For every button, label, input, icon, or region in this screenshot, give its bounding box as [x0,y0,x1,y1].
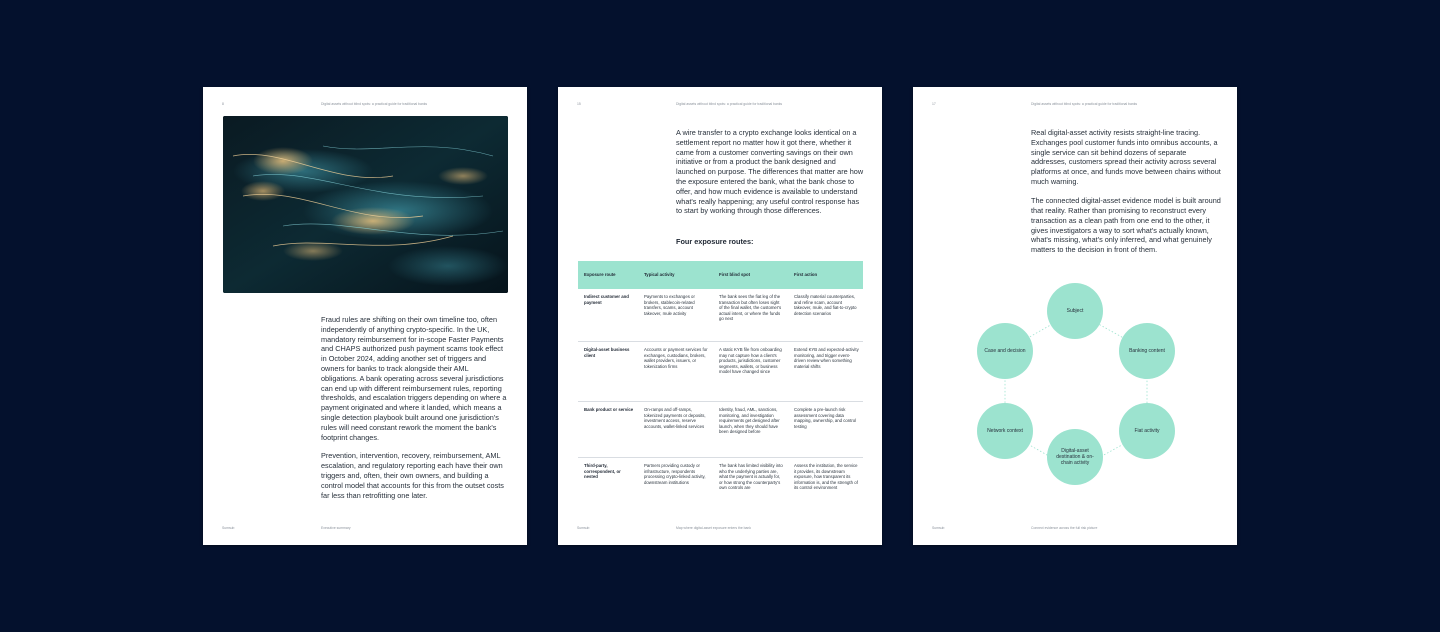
running-head: Digital assets without blind spots: a practical guide for traditional banks [321,102,428,106]
page-number: 17 [932,102,936,106]
node-label: Fiat activity [1134,427,1160,434]
diagram-node [1119,323,1175,379]
table-cell: A static KYB file from onboarding may not capture how a client's products, jurisdictions, customer segments, wallets, or business model have changed since [713,342,788,402]
footer-section: Executive summary [321,526,351,530]
node-label: Digital-asset destination & on-chain activity [1056,447,1094,467]
intro-paragraph: A wire transfer to a crypto exchange looks identical on a settlement report no matter how it got there, whether it came from a customer converting savings on their own initiative or from a product the bank designed and launched on purpose. The differences that matter are how the exposure entered the bank, what the bank chose to offer, and how much evidence is available to understand what's really happening; any useful control response has to start by working through those differences. [676,128,864,216]
page-number: 15 [577,102,581,106]
footer-brand: Sumsub [932,526,945,530]
table-cell: Assess the institution, the service it provides, its downstream exposure, how transparent its information is, and the strength of its control environment [794,463,858,491]
document-page-executive-summary [203,87,527,545]
node-label: Case and decision [984,347,1026,354]
node-label: Network context [987,427,1023,434]
diagram-node [1047,429,1103,485]
paragraph: Fraud rules are shifting on their own timeline too, often independently of anything crypto-specific. In the UK, mandatory reimbursement for in-scope Faster Payments and CHAPS authorized push payment scams took effect in October 2024, adding another set of triggers and owners for banks to track alongside their AML obligations. A bank operating across several jurisdictions can end up with different reimbursement rules, reporting thresholds, and escalation triggers depending on where a payment originated and where it landed, which means a single detection playbook built around one jurisdiction's rules will need constant rework the moment the bank's footprint changes. [321,315,507,442]
table-cell: Indirect customer and payment [578,289,638,342]
column-header: First blind spot [713,261,788,289]
exposure-routes-table [578,261,863,515]
table-cell: The bank sees the fiat leg of the transaction but often loses sight of the final wallet, the customer's actual intent, or where the funds go next [713,289,788,342]
paragraph: Real digital-asset activity resists straight-line tracing. Exchanges pool customer funds into omnibus accounts, a single service can sit behind dozens of separate addresses, customers spread their activity across several platforms at once, and funds move between chains without much warning. [1031,128,1221,186]
running-head: Digital assets without blind spots: a practical guide for traditional banks [1031,102,1138,106]
paragraph: The connected digital-asset evidence model is built around that reality. Rather than promising to reconstruct every transaction as a clean path from one end to the other, it gives investigators a way to sort what's actually known, what's missing, what's only inferred, and what genuinely matters to the decision in front of them. [1031,196,1221,255]
node-label: Banking content [1129,347,1165,354]
diagram-node [1119,403,1175,459]
table-cell: Bank product or service [578,402,638,458]
table-row [578,402,863,458]
table-cell: Identity, fraud, AML, sanctions, monitoring, and investigation requirements get designed after launch, when they should have been designed before [713,402,788,458]
footer-brand: Sumsub [577,526,590,530]
table-cell: Digital-asset business client [578,342,638,402]
running-head: Digital assets without blind spots: a practical guide for traditional banks [676,102,783,106]
diagram-node [1047,283,1103,339]
footer-brand: Sumsub [222,526,235,530]
table-cell: Partners providing custody or infrastructure, respondents processing crypto-linked activity, downstream institutions [644,463,706,485]
paragraph: Prevention, intervention, recovery, reimbursement, AML escalation, and regulatory reporting each have their own triggers and, often, their own owners, and building a control model that accounts for this from the outset costs far less than retrofitting one later. [321,451,504,500]
table-cell: Extend KYB and expected-activity monitoring, and trigger event-driven review when something material shifts [788,342,863,402]
table-row [578,458,863,516]
table-cell: The bank has limited visibility into who the underlying parties are, what the payment is actually for, or how strong the counterparty's own controls are [719,463,783,491]
document-page-evidence-model [913,87,1237,545]
table-cell: Complete a pre-launch risk assessment covering data mapping, ownership, and control testing [788,402,863,458]
table-cell: Payments to exchanges or brokers, stablecoin-related transfers, scams, account takeover, mule activity [638,289,713,342]
body-text [321,315,507,509]
table-header-row [578,261,863,289]
table-cell: Accounts or payment services for exchanges, custodians, brokers, wallet providers, issuers, or tokenization firms [638,342,713,402]
column-header: Typical activity [638,261,713,289]
column-header: Exposure route [578,261,638,289]
diagram-node [977,323,1033,379]
table-cell: On-ramps and off-ramps, tokenized payments or deposits, investment access, reserve accounts, wallet-linked services [638,402,713,458]
footer-section: Map where digital-asset exposure enters the bank [676,526,752,530]
table-row [578,289,863,342]
table-cell: Classify material counterparties, and refine scam, account takeover, mule, and fiat-to-crypto detection scenarios [788,289,863,342]
section-heading: Four exposure routes: [676,237,754,246]
table-cell: Third-party, correspondent, or nested [584,463,621,480]
diagram-node [977,403,1033,459]
node-label: Subject [1066,307,1084,314]
column-header: First action [788,261,863,289]
body-text [1031,128,1221,265]
footer-section: Connect evidence across the full risk picture [1031,526,1098,530]
evidence-model-diagram [967,277,1227,487]
abstract-light-photo [223,116,508,293]
table-row [578,342,863,402]
document-page-exposure-routes [558,87,882,545]
page-number: 8 [222,102,224,106]
